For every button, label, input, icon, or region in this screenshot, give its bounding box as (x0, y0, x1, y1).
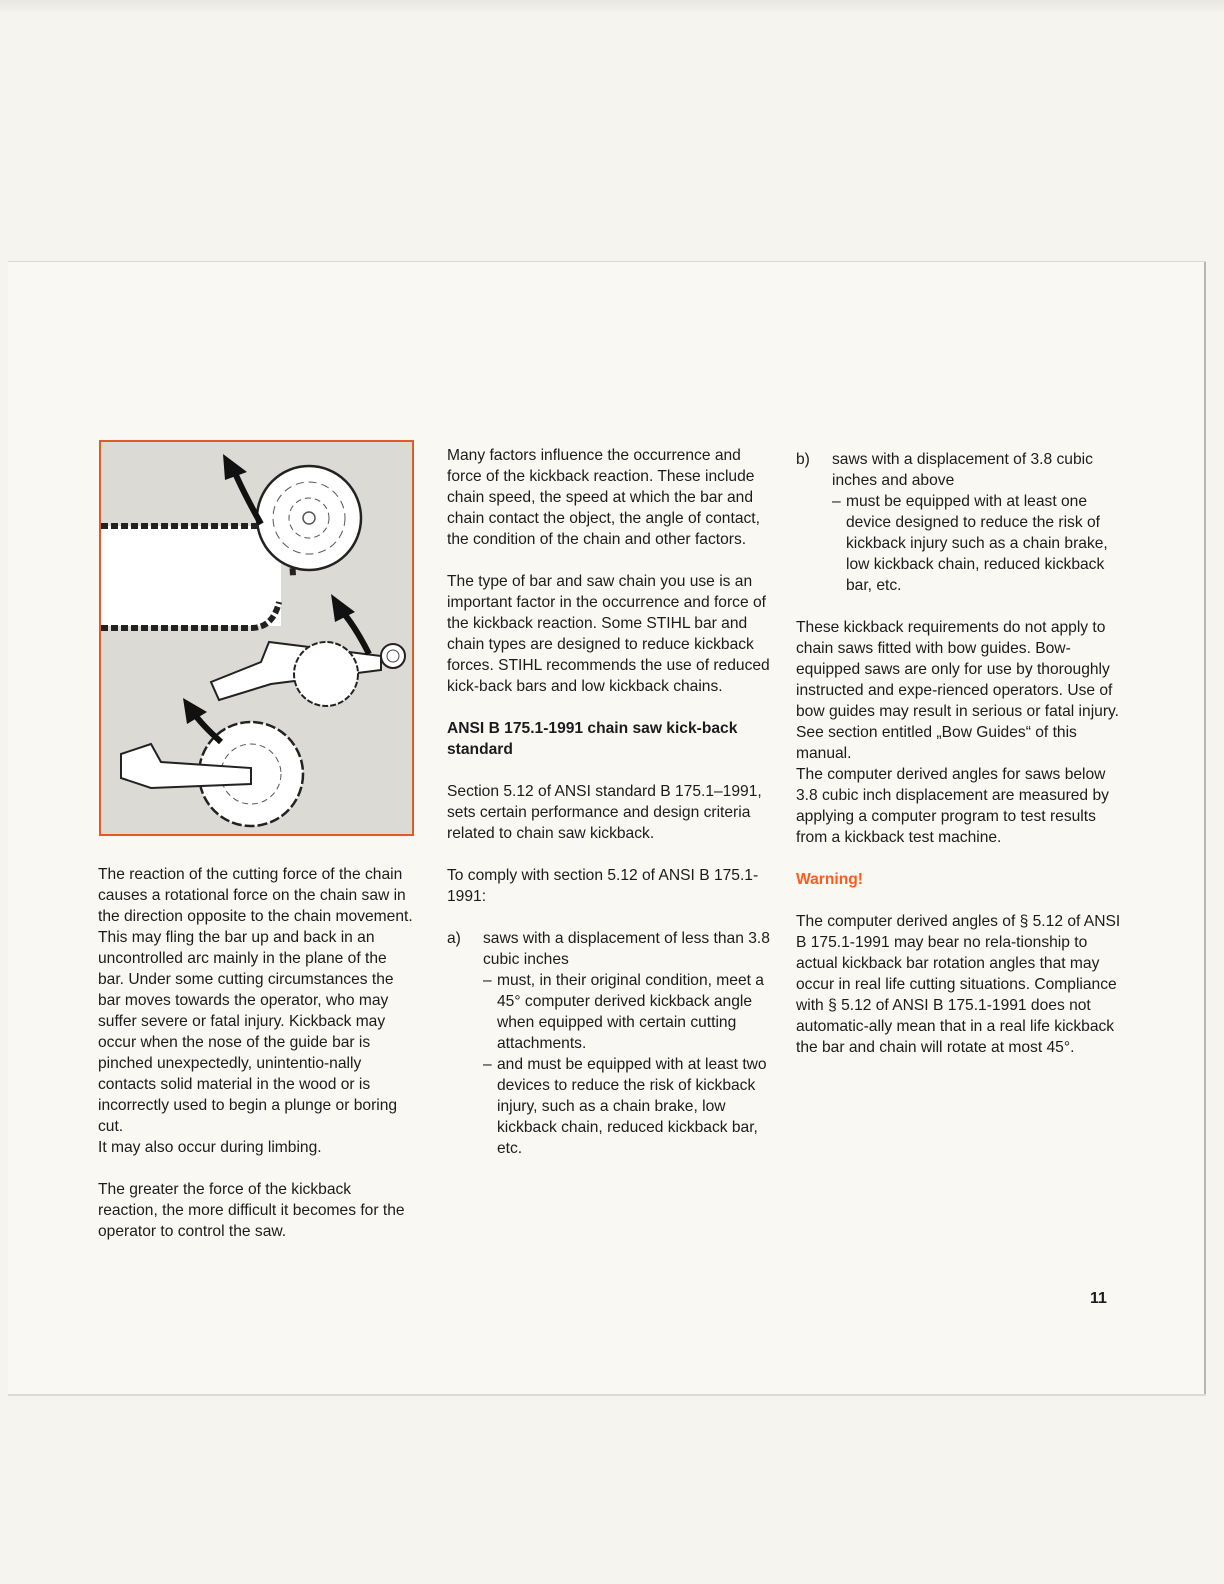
paragraph: The reaction of the cutting force of the chain causes a rotational force on the chain saw in the direction opposite to the chain movement. This may fling the bar up and back in an uncontrolled arc mainly in the plane of the bar. Under some cutting circumstances the bar moves towards the operator, who may suffer severe or fatal injury. Kickback may occur when the nose of the guide bar is pinched unexpectedly, unintentio-nally contacts solid material in the wood or is incorrectly used to begin a plunge or boring cut. (98, 866, 413, 1135)
warning-heading: Warning! (796, 871, 863, 888)
dash-glyph: – (483, 1056, 492, 1073)
paragraph: The greater the force of the kickback reaction, the more difficult it becomes for the operator to control the saw. (98, 1181, 405, 1240)
kickback-illustration (99, 440, 414, 836)
scan-edge (0, 0, 1224, 14)
list-subitem (447, 1054, 777, 1159)
log-middle (294, 642, 358, 706)
paragraph: Section 5.12 of ANSI standard B 175.1–1991, sets certain performance and design criteria related to chain saw kickback. (447, 783, 762, 842)
paragraph: Many factors influence the occurrence and force of the kickback reaction. These include chain speed, the speed at which the bar and chain contact the object, the angle of contact, the condition of the chain and other factors. (447, 447, 760, 548)
paragraph: It may also occur during limbing. (98, 1139, 322, 1156)
list-subitem-text: and must be equipped with at least two devices to reduce the risk of kickback injury, such as a chain brake, low kickback chain, reduced kickback bar, etc. (497, 1056, 767, 1157)
list-subitem-text: must be equipped with at least one device designed to reduce the risk of kickback injury such as a chain brake, low kickback chain, reduced kickback bar, etc. (846, 493, 1108, 594)
list-item-a (447, 928, 777, 970)
list-subitem (796, 491, 1126, 596)
paragraph: These kickback requirements do not apply to chain saws fitted with bow guides. Bow-equipped saws are only for use by thoroughly instructed and expe-rienced operators. Use of bow guides may result in serious or fatal injury. See section entitled „Bow Guides“ of this manual. (796, 619, 1119, 762)
dash-glyph: – (832, 493, 841, 510)
list-text: saws with a displacement of 3.8 cubic inches and above (832, 451, 1093, 489)
page-number: 11 (1090, 1290, 1107, 1307)
dash-glyph: – (483, 972, 492, 989)
list-subitem (447, 970, 777, 1054)
kickback-diagram (101, 442, 412, 834)
list-item-b (796, 449, 1126, 491)
kickback-arrow-top (233, 468, 261, 524)
list-subitem-text: must, in their original condition, meet a 45° computer derived kickback angle when equipped with certain cutting attachments. (497, 972, 764, 1052)
section-heading: ANSI B 175.1-1991 chain saw kick-back standard (447, 720, 738, 758)
column-2 (447, 445, 777, 1159)
list-label: b) (796, 451, 810, 468)
list-text: saws with a displacement of less than 3.8 cubic inches (483, 930, 770, 968)
list-label: a) (447, 930, 461, 947)
paragraph: The type of bar and saw chain you use is an important factor in the occurrence and force of the kickback reaction. Some STIHL bar and chain types are designed to reduce kickback forces. STIHL recommends the use of reduced kick-back bars and low kickback chains. (447, 573, 770, 695)
paragraph: The computer derived angles for saws below 3.8 cubic inch displacement are measured by applying a computer program to test results from a kickback test machine. (796, 766, 1109, 846)
column-1 (98, 864, 414, 1242)
paragraph: The computer derived angles of § 5.12 of ANSI B 175.1-1991 may bear no rela-tionship to actual kickback bar rotation angles that may occur in real life cutting situations. Compliance with § 5.12 of ANSI B 175.1-1991 does not automatic-ally mean that in a real life kickback the bar and chain will rotate at most 45°. (796, 913, 1121, 1056)
guide-bar-large (101, 526, 281, 626)
paragraph: To comply with section 5.12 of ANSI B 175.1-1991: (447, 867, 759, 905)
column-3 (796, 449, 1126, 1058)
